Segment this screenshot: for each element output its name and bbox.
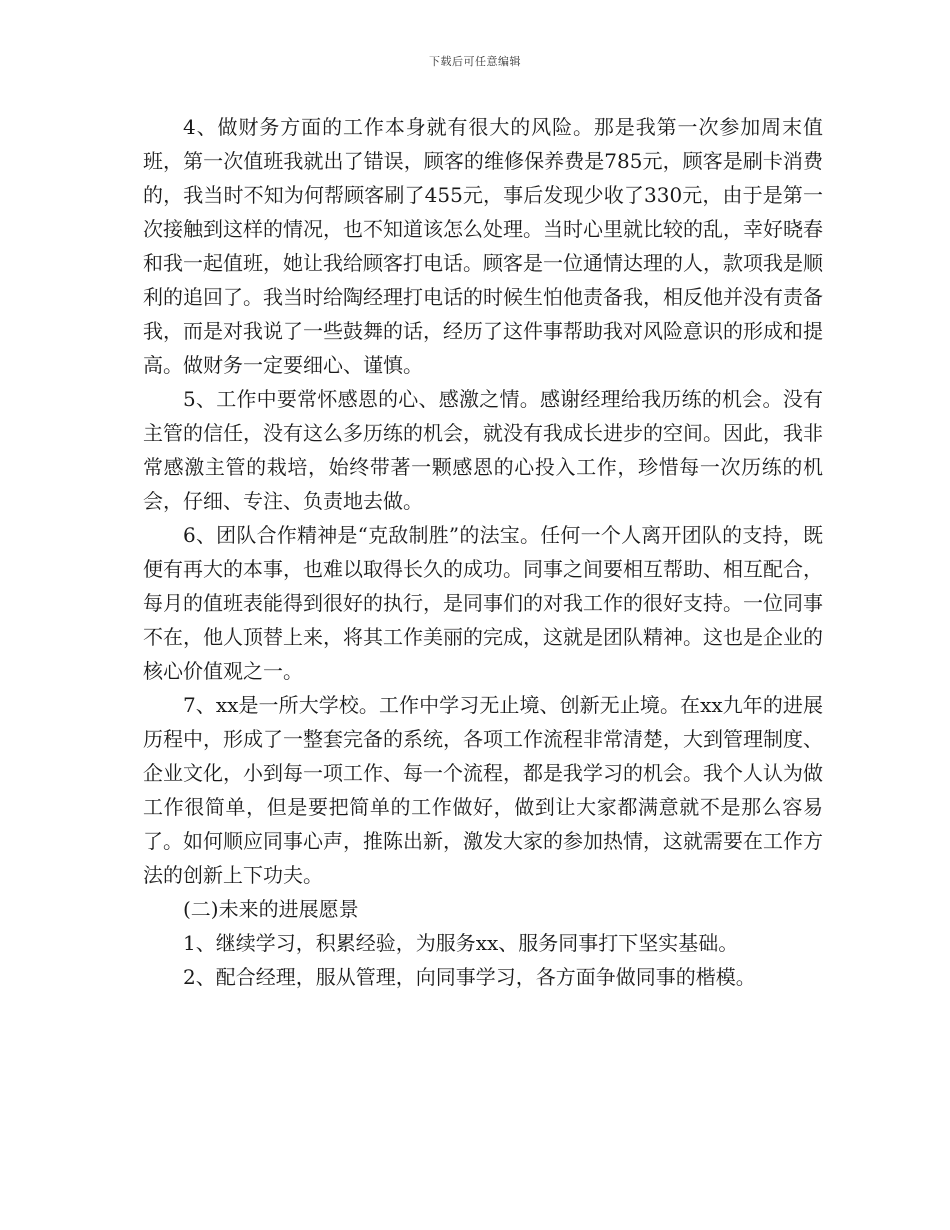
- paragraph-item-6: 6、团队合作精神是“克敌制胜”的法宝。任何一个人离开团队的支持，既便有再大的本事，也难以取得长久的成功。同事之间要相互帮助、相互配合，每月的值班表能得到很好的执行，是同事们的对我工作的很好支持。一位同事不在，他人顶替上来，将其工作美丽的完成，这就是团队精神。这也是企业的核心价值观之一。: [143, 523, 823, 683]
- future-item-1: 1、继续学习，积累经验，为服务xx、服务同事打下坚实基础。: [183, 931, 739, 955]
- page-header: 下载后可任意编辑: [429, 55, 521, 68]
- future-item-2: 2、配合经理，服从管理，向同事学习，各方面争做同事的楷模。: [183, 965, 756, 989]
- paragraph-item-7: 7、xx是一所大学校。工作中学习无止境、创新无止境。在xx九年的进展历程中，形成了一整套完备的系统，各项工作流程非常清楚，大到管理制度、企业文化，小到每一项工作、每一个流程，都是我学习的机会。我个人认为做工作很简单，但是要把简单的工作做好，做到让大家都满意就不是那么容易了。如何顺应同事心声，推陈出新，激发大家的参加热情，这就需要在工作方法的创新上下功夫。: [143, 693, 823, 887]
- document-body: [143, 110, 823, 994]
- paragraph-item-4: 4、做财务方面的工作本身就有很大的风险。那是我第一次参加周末值班，第一次值班我就出了错误，顾客的维修保养费是785元，顾客是刷卡消费的，我当时不知为何帮顾客刷了455元，事后发现少收了330元，由于是第一次接触到这样的情况，也不知道该怎么处理。当时心里就比较的乱，幸好晓春和我一起值班，她让我给顾客打电话。顾客是一位通情达理的人，款项我是顺利的追回了。我当时给陶经理打电话的时候生怕他责备我，相反他并没有责备我，而是对我说了一些鼓舞的话，经历了这件事帮助我对风险意识的形成和提高。做财务一定要细心、谨慎。: [143, 115, 823, 377]
- section-heading-future: (二)未来的进展愿景: [183, 897, 359, 921]
- paragraph-item-5: 5、工作中要常怀感恩的心、感激之情。感谢经理给我历练的机会。没有主管的信任，没有这么多历练的机会，就没有我成长进步的空间。因此，我非常感激主管的栽培，始终带著一颗感恩的心投入工作，珍惜每一次历练的机会，仔细、专注、负责地去做。: [143, 387, 823, 513]
